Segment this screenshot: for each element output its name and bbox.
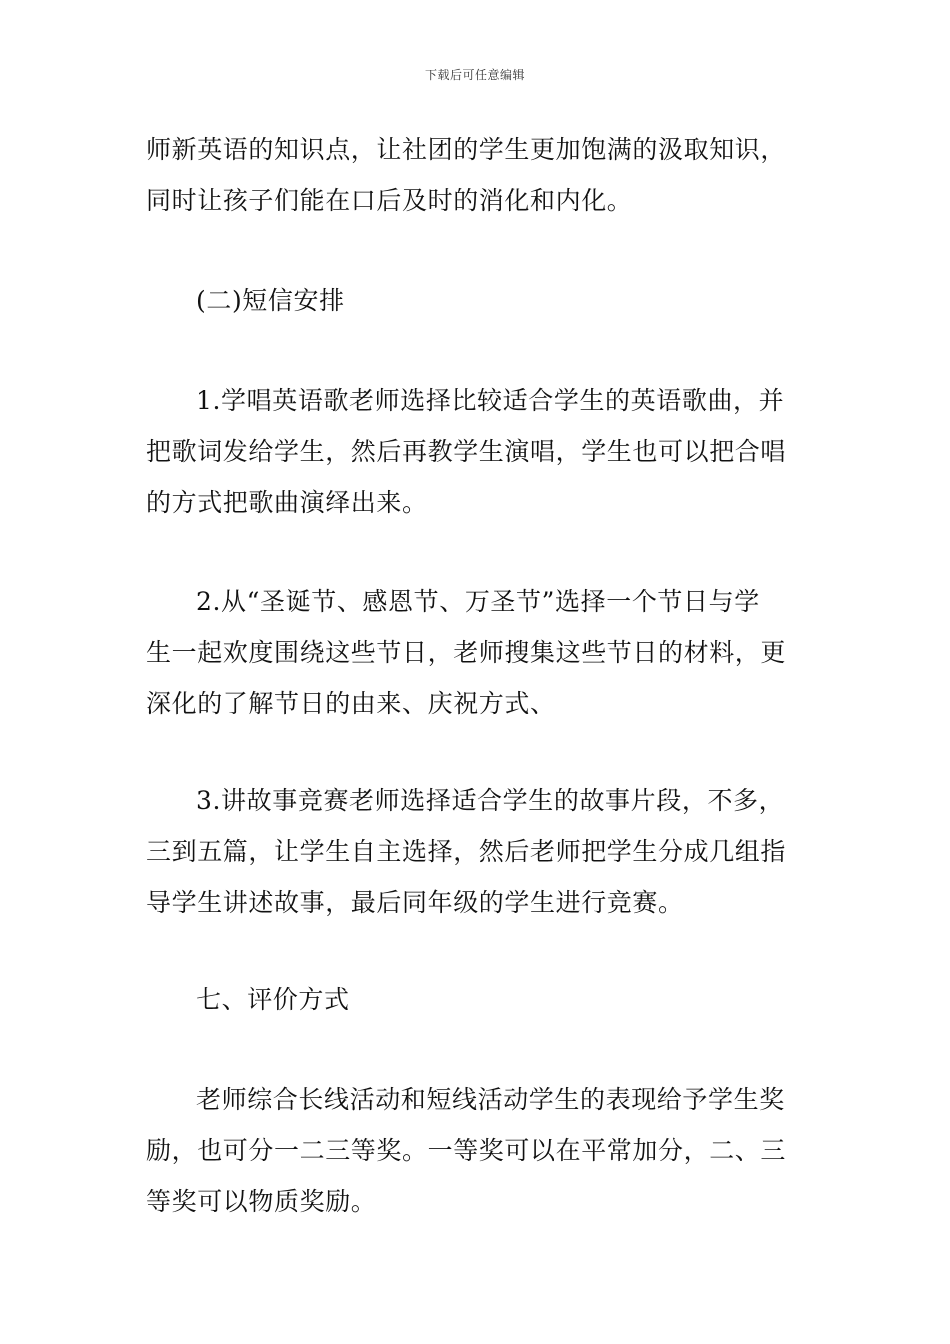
list-item-2 — [146, 576, 810, 729]
paragraph-line: 2.从“圣诞节、感恩节、万圣节”选择一个节日与学 — [196, 587, 760, 616]
paragraph-line: 三到五篇，让学生自主选择，然后老师把学生分成几组指 — [146, 837, 787, 866]
paragraph-line: 深化的了解节日的由来、庆祝方式、 — [146, 689, 556, 718]
heading-line: (二)短信安排 — [196, 286, 345, 315]
page-header: 下载后可任意编辑 — [424, 68, 525, 82]
paragraph-line: 1.学唱英语歌老师选择比较适合学生的英语歌曲，并 — [196, 386, 785, 415]
paragraph-line: 老师综合长线活动和短线活动学生的表现给予学生奖 — [196, 1085, 785, 1114]
section-heading-evaluation — [146, 974, 810, 1025]
paragraph-line: 导学生讲述故事，最后同年级的学生进行竞赛。 — [146, 888, 684, 917]
heading-line: 七、评价方式 — [196, 985, 350, 1014]
paragraph-evaluation — [146, 1074, 810, 1227]
list-item-3 — [146, 775, 810, 928]
list-item-1 — [146, 375, 810, 528]
paragraph-continuation — [146, 124, 810, 226]
paragraph-line: 3.讲故事竞赛老师选择适合学生的故事片段，不多， — [196, 786, 785, 815]
paragraph-line: 生一起欢度围绕这些节日，老师搜集这些节日的材料，更 — [146, 638, 787, 667]
section-heading-short-activities — [146, 275, 810, 326]
paragraph-line: 把歌词发给学生，然后再教学生演唱，学生也可以把合唱 — [146, 437, 787, 466]
paragraph-line: 的方式把歌曲演绎出来。 — [146, 488, 428, 517]
paragraph-line: 师新英语的知识点，让社团的学生更加饱满的汲取知识， — [146, 135, 787, 164]
paragraph-line: 等奖可以物质奖励。 — [146, 1187, 377, 1216]
paragraph-line: 同时让孩子们能在口后及时的消化和内化。 — [146, 186, 633, 215]
paragraph-line: 励，也可分一二三等奖。一等奖可以在平常加分，二、三 — [146, 1136, 787, 1165]
